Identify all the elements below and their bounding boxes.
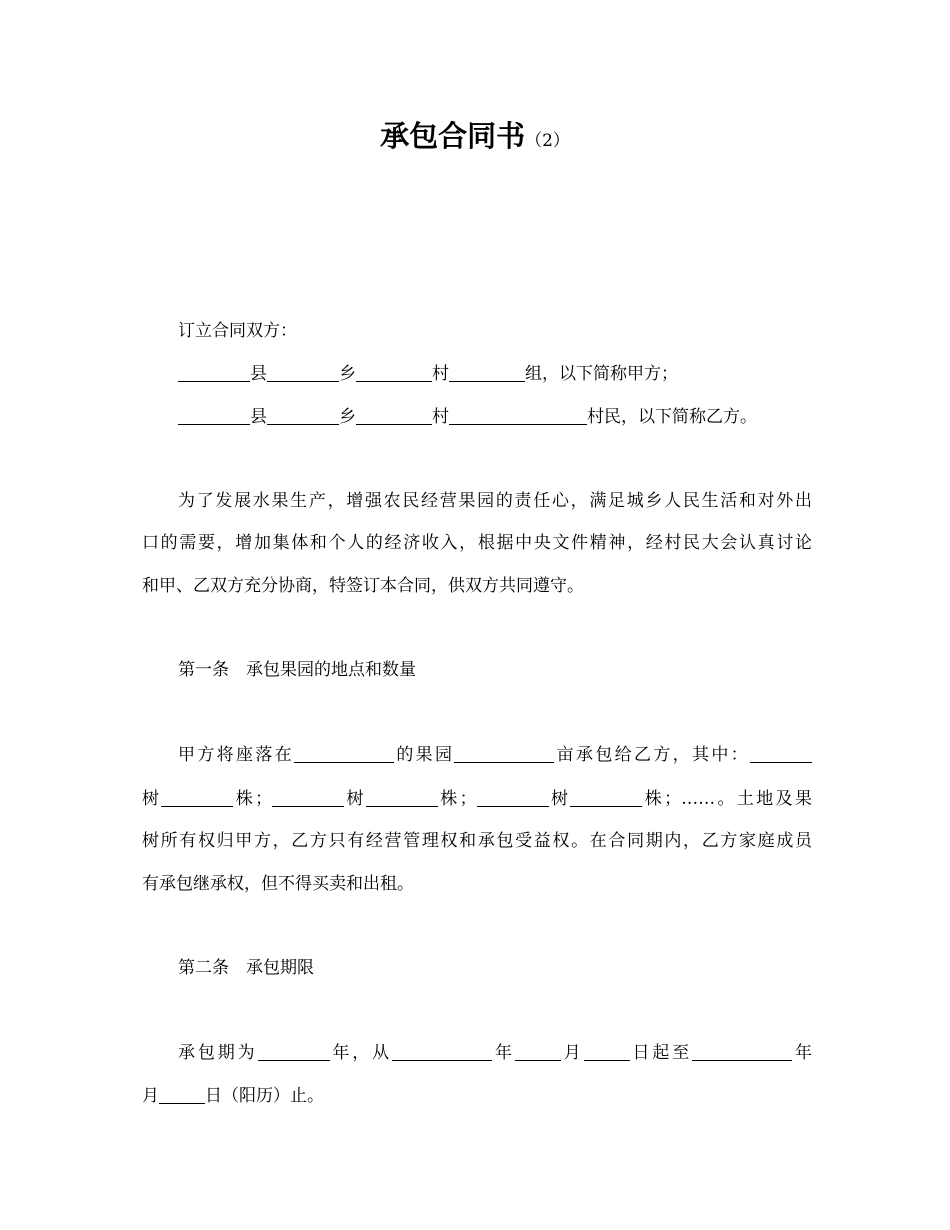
label-group-tail: 组，以下简称甲方； [525, 364, 678, 384]
label-tree: 树 [548, 789, 571, 809]
label-stock: 株； [437, 789, 477, 809]
blank-field [515, 1042, 561, 1061]
text-segment: 承包期为 [178, 1043, 258, 1063]
text-segment: 亩承包给乙方，其中： [554, 745, 751, 765]
blank-field [750, 744, 812, 763]
article-2-line-1 [178, 1040, 812, 1066]
blank-field [161, 788, 233, 807]
text-segment: 年，从 [329, 1043, 393, 1063]
blank-field [272, 788, 344, 807]
preamble-line-3: 和甲、乙双方充分协商，特签订本合同，供双方共同遵守。 [142, 576, 584, 596]
text-segment: 甲方将座落在 [178, 745, 294, 765]
blank-field [178, 363, 250, 382]
blank-field [258, 1042, 330, 1061]
article-1-line-4: 有承包继承权，但不得买卖和出租。 [142, 874, 414, 894]
label-village: 村 [432, 364, 449, 384]
text-segment: 日（阳历）止。 [205, 1086, 324, 1106]
blank-field [294, 744, 394, 763]
blank-field [454, 744, 554, 763]
blank-field [356, 363, 432, 382]
blank-field [356, 406, 432, 425]
blank-field [178, 406, 250, 425]
label-year: 年 [492, 1043, 515, 1063]
label-month: 月 [560, 1043, 584, 1063]
text-segment: 的果园 [394, 745, 455, 765]
blank-field [449, 406, 587, 425]
parties-heading: 订立合同双方： [178, 321, 297, 341]
blank-field [159, 1085, 205, 1104]
blank-field [267, 406, 339, 425]
title-main: 承包合同书 [380, 119, 526, 153]
blank-field [267, 363, 339, 382]
blank-field [366, 788, 438, 807]
blank-field [392, 1042, 492, 1061]
label-village: 村 [432, 407, 449, 427]
label-tree: 树 [142, 789, 162, 809]
label-county: 县 [250, 407, 267, 427]
preamble-line-2: 口的需要，增加集体和个人的经济收入，根据中央文件精神，经村民大会认真讨论 [142, 533, 812, 553]
article-2-line-2 [142, 1083, 812, 1109]
article-1-line-3: 树所有权归甲方，乙方只有经营管理权和承包受益权。在合同期内，乙方家庭成员 [142, 831, 812, 851]
label-villager-tail: 村民，以下简称乙方。 [587, 407, 757, 427]
text-segment: 日起至 [629, 1043, 693, 1063]
blank-field [477, 788, 549, 807]
party-b-line [178, 404, 812, 430]
preamble-line-1: 为了发展水果生产，增强农民经营果园的责任心，满足城乡人民生活和对外出 [178, 491, 812, 511]
blank-field [584, 1042, 630, 1061]
article-1-heading: 第一条 承包果园的地点和数量 [178, 660, 416, 680]
label-township: 乡 [339, 364, 356, 384]
label-township: 乡 [339, 407, 356, 427]
blank-field [692, 1042, 792, 1061]
article-1-line-2 [142, 786, 812, 812]
label-county: 县 [250, 364, 267, 384]
blank-field [449, 363, 525, 382]
blank-field [570, 788, 642, 807]
label-stock: 株； [233, 789, 273, 809]
document-title [0, 114, 950, 163]
label-month: 月 [142, 1086, 159, 1106]
article-2-heading: 第二条 承包期限 [178, 958, 314, 978]
party-a-line [178, 361, 812, 387]
label-stock-ellipsis: 株；……。土地及果 [642, 789, 812, 809]
label-tree: 树 [344, 789, 366, 809]
article-1-line-1 [178, 742, 812, 768]
title-suffix: （2） [525, 131, 570, 151]
label-year-end: 年 [792, 1043, 813, 1063]
